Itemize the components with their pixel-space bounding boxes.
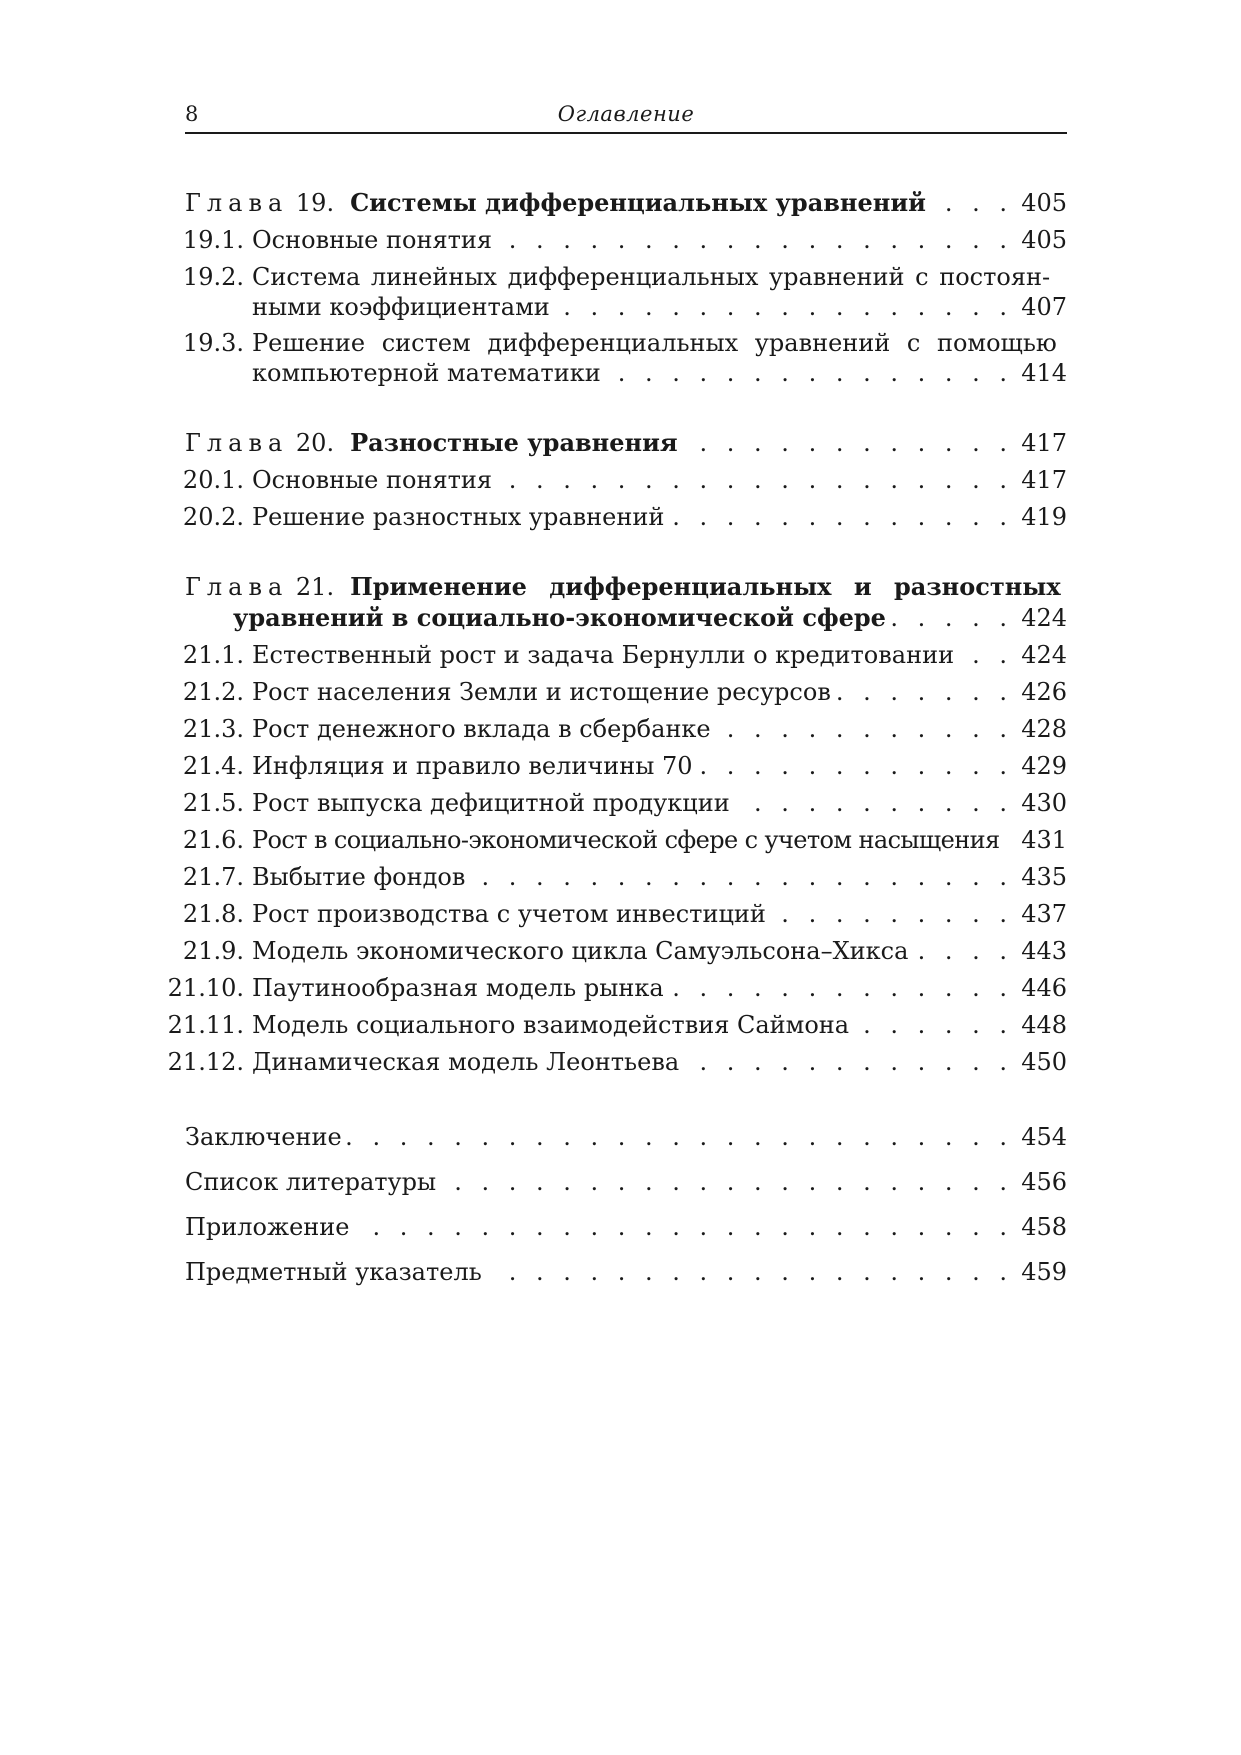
- section-21-4[interactable]: [182, 749, 1067, 783]
- leader-dots: [497, 223, 1013, 257]
- section-title-line1: Решение систем дифференциальных уравнений с помощью: [252, 329, 1057, 357]
- leader-dots: [606, 356, 1013, 390]
- section-20-2[interactable]: [182, 500, 1067, 534]
- page-ref: 417: [1021, 429, 1067, 457]
- section-title: Инфляция и правило величины 70: [252, 752, 693, 780]
- chapter-number: 19.: [295, 189, 335, 217]
- section-title: Выбытие фондов: [252, 863, 466, 891]
- chapter-19-entry[interactable]: [185, 186, 1067, 220]
- leader-dots: [735, 786, 1013, 820]
- chapter-label: Глава: [185, 189, 289, 217]
- subject-index-entry[interactable]: [185, 1255, 1067, 1289]
- page-ref: 417: [1021, 466, 1067, 494]
- leader-dots: [441, 1165, 1013, 1199]
- leader-dots: [354, 1210, 1013, 1244]
- section-21-11[interactable]: [167, 1008, 1067, 1042]
- leader-dots: [347, 1120, 1013, 1154]
- section-title: Рост в социально-экономической сфере с учетом насыщения: [252, 826, 1000, 854]
- section-number: 21.3.: [182, 715, 244, 743]
- chapter-title: Системы дифференциальных уравнений: [350, 188, 926, 217]
- section-number: 21.2.: [182, 678, 244, 706]
- section-21-1[interactable]: [182, 638, 1067, 672]
- page-ref: 443: [1021, 937, 1067, 965]
- leader-dots: [683, 426, 1013, 460]
- section-title-line1: Система линейных дифференциальных уравнений с постоян-: [252, 263, 1051, 291]
- running-title: Оглавление: [557, 102, 695, 126]
- leader-dots: [771, 897, 1013, 931]
- section-19-3-cont[interactable]: [185, 356, 1067, 390]
- page-ref: 431: [1021, 826, 1067, 854]
- chapter-title-line1: Применение дифференциальных и разностных: [350, 572, 1061, 601]
- leader-dots: [836, 675, 1013, 709]
- page-ref: 405: [1021, 189, 1067, 217]
- page-ref: 430: [1021, 789, 1067, 817]
- leader-dots: [470, 860, 1013, 894]
- section-title: Модель экономического цикла Самуэльсона–Хикса: [252, 937, 909, 965]
- page-ref: 459: [1021, 1258, 1067, 1286]
- page-ref: 424: [1021, 641, 1067, 669]
- section-title: Естественный рост и задача Бернулли о кредитовании: [252, 641, 955, 669]
- section-number: 20.1.: [182, 466, 244, 494]
- section-21-9[interactable]: [182, 934, 1067, 968]
- appendix-entry[interactable]: [185, 1210, 1067, 1244]
- bibliography-entry[interactable]: [185, 1165, 1067, 1199]
- leader-dots: [891, 601, 1013, 635]
- section-number: 21.12.: [167, 1048, 244, 1076]
- leader-dots: [959, 638, 1013, 672]
- section-title: Рост выпуска дефицитной продукции: [252, 789, 730, 817]
- page-ref: 435: [1021, 863, 1067, 891]
- section-21-6[interactable]: [182, 823, 1067, 857]
- section-19-3[interactable]: [182, 326, 1067, 360]
- page-ref: 446: [1021, 974, 1067, 1002]
- page-number: 8: [185, 102, 199, 126]
- page-ref: 456: [1021, 1168, 1067, 1196]
- section-number: 20.2.: [182, 503, 244, 531]
- section-21-2[interactable]: [182, 675, 1067, 709]
- section-21-12[interactable]: [167, 1045, 1067, 1079]
- section-title: Основные понятия: [252, 226, 492, 254]
- section-title: компьютерной математики: [252, 359, 601, 387]
- chapter-21-entry-cont[interactable]: [185, 601, 1067, 635]
- page-ref: 429: [1021, 752, 1067, 780]
- entry-title: Приложение: [185, 1213, 350, 1241]
- leader-dots: [716, 712, 1013, 746]
- chapter-title: Разностные уравнения: [350, 428, 678, 457]
- chapter-label: Глава: [185, 429, 289, 457]
- page-ref: 428: [1021, 715, 1067, 743]
- section-title: Основные понятия: [252, 466, 492, 494]
- leader-dots: [497, 463, 1013, 497]
- chapter-title: уравнений в социально-экономической сфере: [233, 603, 886, 632]
- leader-dots: [1005, 823, 1013, 857]
- section-number: 19.1.: [182, 226, 244, 254]
- section-number: 21.4.: [182, 752, 244, 780]
- section-21-3[interactable]: [182, 712, 1067, 746]
- section-19-1[interactable]: [182, 223, 1067, 257]
- leader-dots: [487, 1255, 1013, 1289]
- page-ref: 454: [1021, 1123, 1067, 1151]
- leader-dots: [931, 186, 1013, 220]
- section-number: 21.10.: [167, 974, 244, 1002]
- section-number: 19.3.: [182, 329, 244, 357]
- section-title: Паутинообразная модель рынка: [252, 974, 664, 1002]
- section-title: Рост производства с учетом инвестиций: [252, 900, 766, 928]
- section-number: 21.1.: [182, 641, 244, 669]
- section-title: Динамическая модель Леонтьева: [252, 1048, 680, 1076]
- leader-dots: [854, 1008, 1013, 1042]
- section-number: 21.6.: [182, 826, 244, 854]
- section-title: Рост населения Земли и истощение ресурсов: [252, 678, 831, 706]
- page-ref: 448: [1021, 1011, 1067, 1039]
- leader-dots: [698, 749, 1013, 783]
- leader-dots: [913, 934, 1013, 968]
- entry-title: Заключение: [185, 1123, 342, 1151]
- page-ref: 414: [1021, 359, 1067, 387]
- page-ref: 407: [1021, 293, 1067, 321]
- section-number: 21.11.: [167, 1011, 244, 1039]
- running-header: [185, 100, 1067, 134]
- chapter-label: Глава: [185, 573, 289, 601]
- chapter-number: 20.: [295, 429, 335, 457]
- section-21-5[interactable]: [182, 786, 1067, 820]
- page-ref: 405: [1021, 226, 1067, 254]
- section-number: 21.7.: [182, 863, 244, 891]
- section-number: 21.8.: [182, 900, 244, 928]
- chapter-20-entry[interactable]: [185, 426, 1067, 460]
- entry-title: Список литературы: [185, 1168, 437, 1196]
- page-ref: 426: [1021, 678, 1067, 706]
- section-19-2-cont[interactable]: [185, 290, 1067, 324]
- page-ref: 450: [1021, 1048, 1067, 1076]
- leader-dots: [669, 500, 1013, 534]
- page-ref: 458: [1021, 1213, 1067, 1241]
- conclusion-entry[interactable]: [185, 1120, 1067, 1154]
- section-21-7[interactable]: [182, 860, 1067, 894]
- chapter-21-entry[interactable]: [185, 570, 1067, 604]
- section-21-10[interactable]: [167, 971, 1067, 1005]
- page-ref: 424: [1021, 604, 1067, 632]
- section-21-8[interactable]: [182, 897, 1067, 931]
- section-19-2[interactable]: [182, 260, 1067, 294]
- section-title: Решение разностных уравнений: [252, 503, 665, 531]
- leader-dots: [669, 971, 1013, 1005]
- entry-title: Предметный указатель: [185, 1258, 482, 1286]
- leader-dots: [555, 290, 1013, 324]
- section-number: 19.2.: [182, 263, 244, 291]
- page-ref: 437: [1021, 900, 1067, 928]
- section-title: Модель социального взаимодействия Саймона: [252, 1011, 850, 1039]
- leader-dots: [684, 1045, 1013, 1079]
- section-20-1[interactable]: [182, 463, 1067, 497]
- page-ref: 419: [1021, 503, 1067, 531]
- section-title: Рост денежного вклада в сбербанке: [252, 715, 711, 743]
- section-title: ными коэффициентами: [252, 293, 550, 321]
- section-number: 21.9.: [182, 937, 244, 965]
- chapter-number: 21.: [295, 573, 335, 601]
- section-number: 21.5.: [182, 789, 244, 817]
